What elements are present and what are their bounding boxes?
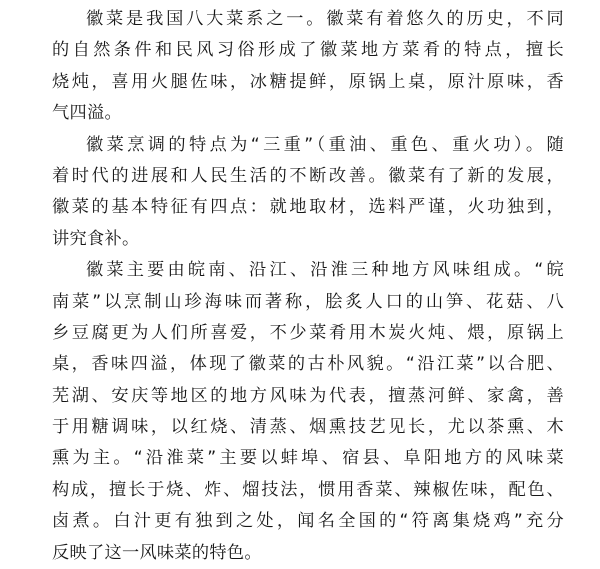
paragraph-1 — [52, 4, 564, 130]
text-line: 桌，香味四溢，体现了徽菜的古朴风貌。“沿江菜”以合肥、 — [52, 354, 564, 375]
text-line: 熏为主。“沿淮菜”主要以蚌埠、宿县、阜阳地方的风味菜 — [52, 448, 564, 469]
text-line: 气四溢。 — [52, 103, 122, 124]
text-line: 徽菜烹调的特点为“三重”（重油、重色、重火功）。随 — [86, 134, 564, 155]
document-body — [52, 4, 564, 569]
text-line: 徽菜是我国八大菜系之一。徽菜有着悠久的历史，不同 — [86, 9, 564, 29]
text-line: 于用糖调味，以红烧、清蒸、烟熏技艺见长，尤以茶熏、木 — [52, 417, 564, 438]
paragraph-3 — [52, 255, 564, 569]
text-line: 着时代的进展和人民生活的不断改善。徽菜有了新的发展， — [52, 165, 564, 186]
text-line: 讲究食补。 — [52, 228, 140, 249]
text-line: 南菜”以烹制山珍海味而著称，脍炙人口的山笋、花菇、八 — [52, 291, 564, 312]
text-line: 徽菜主要由皖南、沿江、沿淮三种地方风味组成。“皖 — [86, 260, 564, 281]
text-line: 的自然条件和民风习俗形成了徽菜地方菜肴的特点，擅长 — [52, 40, 564, 61]
text-line: 构成，擅长于烧、炸、熘技法，惯用香菜、辣椒佐味，配色、 — [52, 479, 564, 500]
text-line: 烧炖，喜用火腿佐味，冰糖提鲜，原锅上桌，原汁原味，香 — [52, 71, 564, 92]
text-line: 徽菜的基本特征有四点：就地取材，选料严谨，火功独到， — [52, 197, 564, 218]
text-line: 反映了这一风味菜的特色。 — [52, 542, 262, 563]
paragraph-2 — [52, 130, 564, 256]
text-line: 乡豆腐更为人们所喜爱，不少菜肴用木炭火炖、煨，原锅上 — [52, 322, 564, 343]
text-line: 卤煮。白汁更有独到之处，闻名全国的“符离集烧鸡”充分 — [52, 511, 564, 532]
text-line: 芜湖、安庆等地区的地方风味为代表，擅蒸河鲜、家禽，善 — [52, 385, 564, 406]
